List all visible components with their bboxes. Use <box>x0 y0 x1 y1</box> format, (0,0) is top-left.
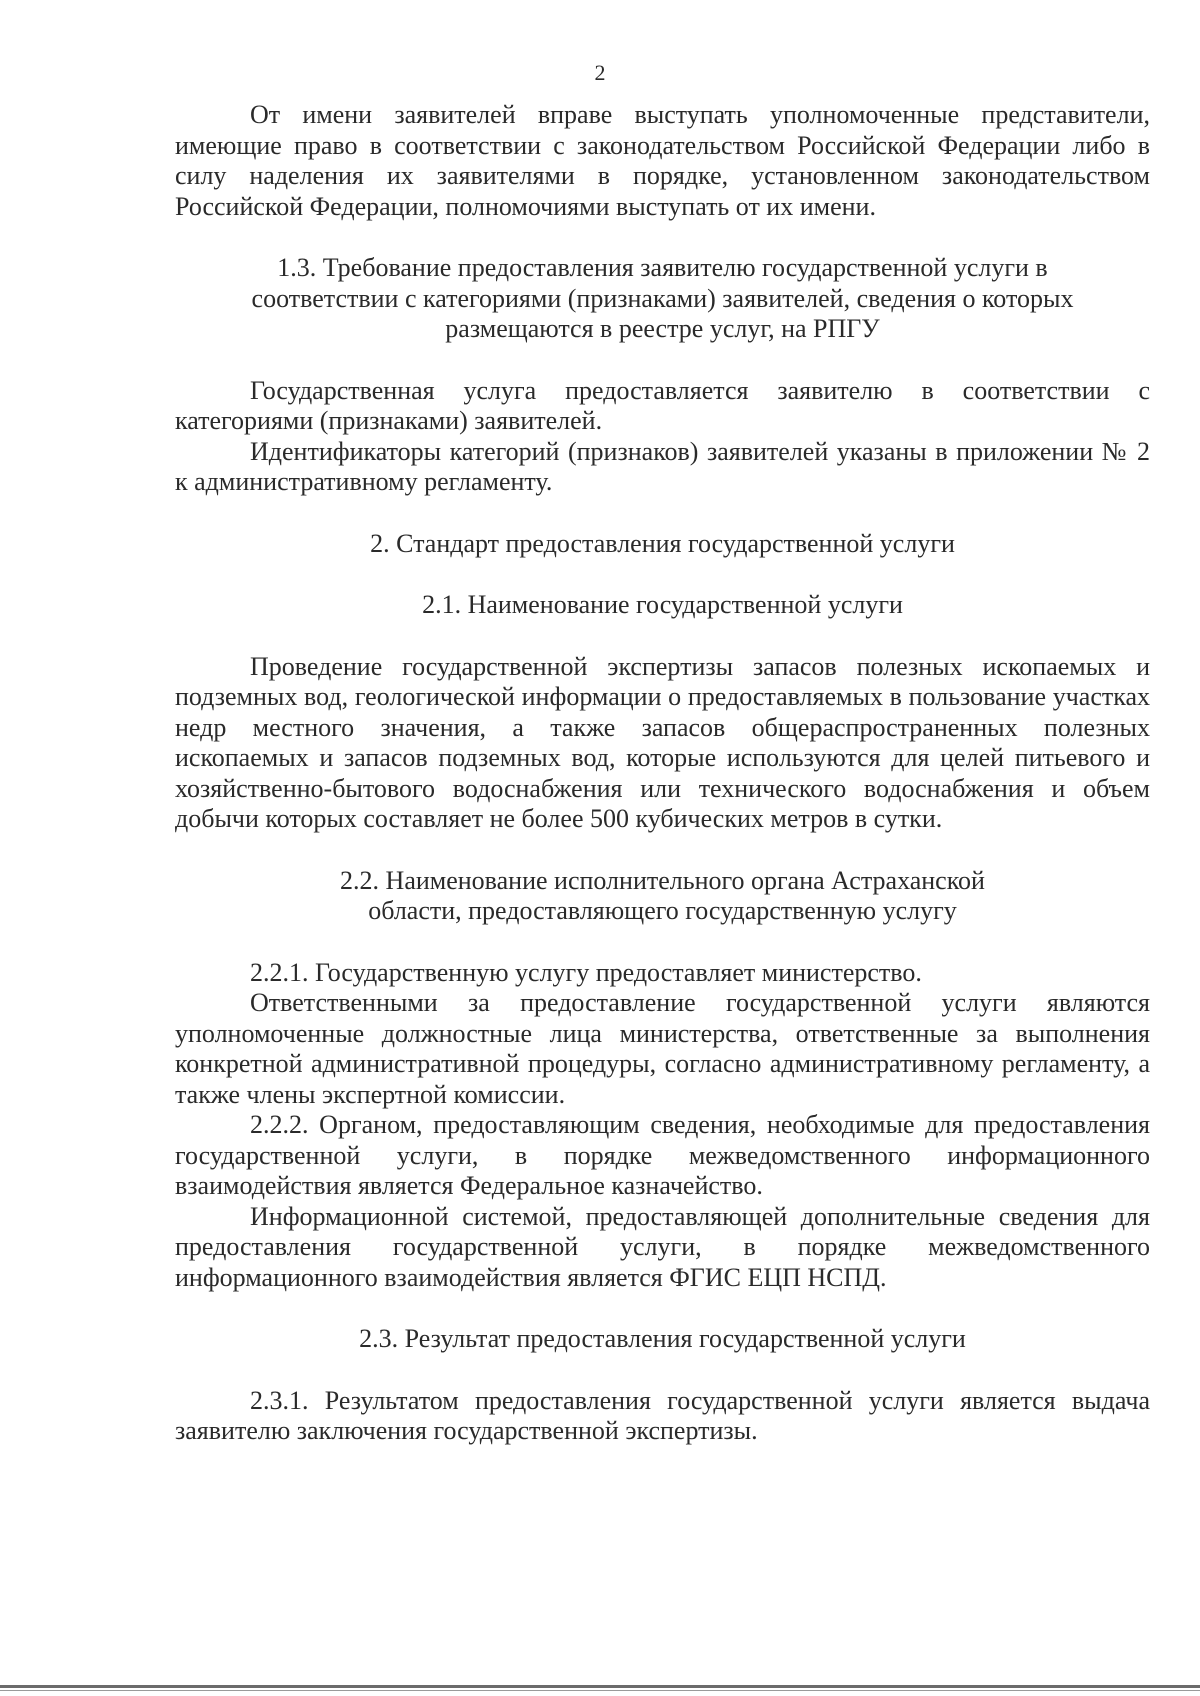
section-heading-2: 2. Стандарт предоставления государственной услуги <box>370 528 955 558</box>
section-heading-2-3: 2.3. Результат предоставления государственной услуги <box>359 1324 966 1353</box>
scan-edge-line-secondary <box>0 1690 1200 1691</box>
section-heading-2-1: 2.1. Наименование государственной услуги <box>422 590 903 619</box>
section-heading-2-2: 2.2. Наименование исполнительного органа Астраханской области, предоставляющего государственную услугу <box>340 865 985 925</box>
paragraph-2-3-1: 2.3.1. Результатом предоставления государственной услуги является выдача заявителю заключения государственной экспертизы. <box>175 1385 1150 1445</box>
section-heading-1-3: 1.3. Требование предоставления заявителю государственной услуги в соответствии с категориями (признаками) заявителей, сведения о которых размещаются в реестре услуг, на РПГУ <box>251 253 1074 343</box>
paragraph-responsible: Ответственными за предоставление государственной услуги являются уполномоченные должностные лица министерства, ответственные за выполнения конкретной административной процедуры, согласно административному регламенту, а также члены экспертной комиссии. <box>175 988 1150 1109</box>
paragraph-service-provided: Государственная услуга предоставляется заявителю в соответствии с категориями (признаками) заявителей. <box>175 375 1150 435</box>
paragraph-identifiers: Идентификаторы категорий (признаков) заявителей указаны в приложении № 2 к административному регламенту. <box>175 436 1150 496</box>
scan-edge-line <box>0 1685 1200 1688</box>
paragraph-representatives: От имени заявителей вправе выступать уполномоченные представители, имеющие право в соответствии с законодательством Российской Федерации либо в силу наделения их заявителями в порядке, установленном законодательством Российской Федерации, полномочиями выступать от их имени. <box>175 100 1150 221</box>
paragraph-service-name: Проведение государственной экспертизы запасов полезных ископаемых и подземных вод, геологической информации о предоставляемых в пользование участках недр местного значения, а также запасов общераспространенных полезных ископаемых и запасов подземных вод, которые используются для целей питьевого и хозяйственно-бытового водоснабжения или технического водоснабжения и объем добычи которых составляет не более 500 кубических метров в сутки. <box>175 651 1150 833</box>
page-number: 2 <box>594 60 606 85</box>
paragraph-2-2-2: 2.2.2. Органом, предоставляющим сведения, необходимые для предоставления государственной услуги, в порядке межведомственного информационного взаимодействия является Федеральное казначейство. <box>175 1110 1150 1200</box>
paragraph-info-system: Информационной системой, предоставляющей дополнительные сведения для предоставления государственной услуги, в порядке межведомственного информационного взаимодействия является ФГИС ЕЦП НСПД. <box>175 1201 1150 1292</box>
paragraph-2-2-1: 2.2.1. Государственную услугу предоставляет министерство. <box>250 957 922 987</box>
document-body <box>175 100 1150 1447</box>
